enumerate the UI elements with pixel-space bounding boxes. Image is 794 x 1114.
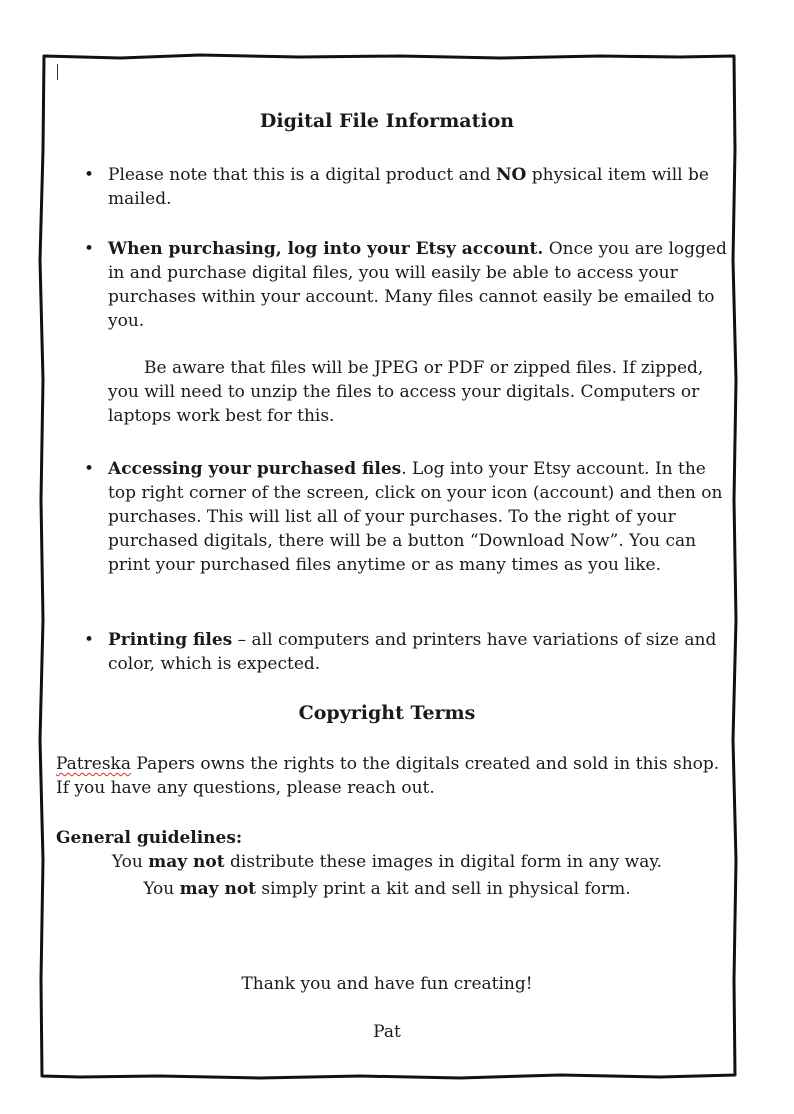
bullet-1-bold: NO [496,165,527,185]
file-format-note: Be aware that files will be JPEG or PDF or zipped files. If zipped, you will need to unzip the files to access your digitals. Computers or laptops work best for this. [108,358,704,426]
guideline-1-post: distribute these images in digital form in any way. [224,852,663,872]
copyright-paragraph [56,752,720,800]
list-item [108,237,728,333]
guideline-2-post: simply print a kit and sell in physical form. [256,879,631,899]
bullet-4-text: – all computers and printers have variations of size and color, which is expected. [108,630,717,674]
bullet-icon: • [84,459,95,479]
closing-line: Thank you and have fun creating! [241,974,533,994]
bullet-2-text: Once you are logged in and purchase digital files, you will easily be able to access your purchases within your account. Many files cannot easily be emailed to you. [108,239,727,331]
guideline-line-2 [0,877,774,901]
bullet-1-text-pre: Please note that this is a digital product and [108,165,496,185]
guideline-line-1 [0,850,774,874]
bullet-icon: • [84,630,95,650]
spellcheck-word: Patreska [56,754,131,774]
bullet-4-lead: Printing files [108,630,233,650]
list-item [108,457,728,577]
bullet-1-text-post: physical item will be mailed. [108,165,709,209]
bullet-3-text: . Log into your Etsy account. In the top right corner of the screen, click on your icon (account) and then on purchases. This will list all of your purchases. To the right of your purchased digitals, there will be a button “Download Now”. You can print your purchased files anytime or as many times as you like. [108,459,723,575]
bullet-icon: • [84,239,95,259]
guidelines-heading: General guidelines: [56,828,243,848]
guideline-2-pre: You [143,879,180,899]
bullet-2-lead: When purchasing, log into your Etsy account. [108,239,544,259]
page-title: Digital File Information [259,110,515,132]
copyright-text: Papers owns the rights to the digitals created and sold in this shop. If you have any questions, please reach out. [56,754,720,798]
list-item [108,163,728,211]
guideline-2-bold: may not [179,879,257,899]
copyright-title: Copyright Terms [298,702,476,724]
bullet-3-lead: Accessing your purchased files [108,459,402,479]
guideline-1-bold: may not [148,852,225,872]
signature: Pat [373,1022,401,1042]
list-item [108,628,728,676]
guideline-1-pre: You [111,852,149,872]
bullet-icon: • [84,165,95,185]
